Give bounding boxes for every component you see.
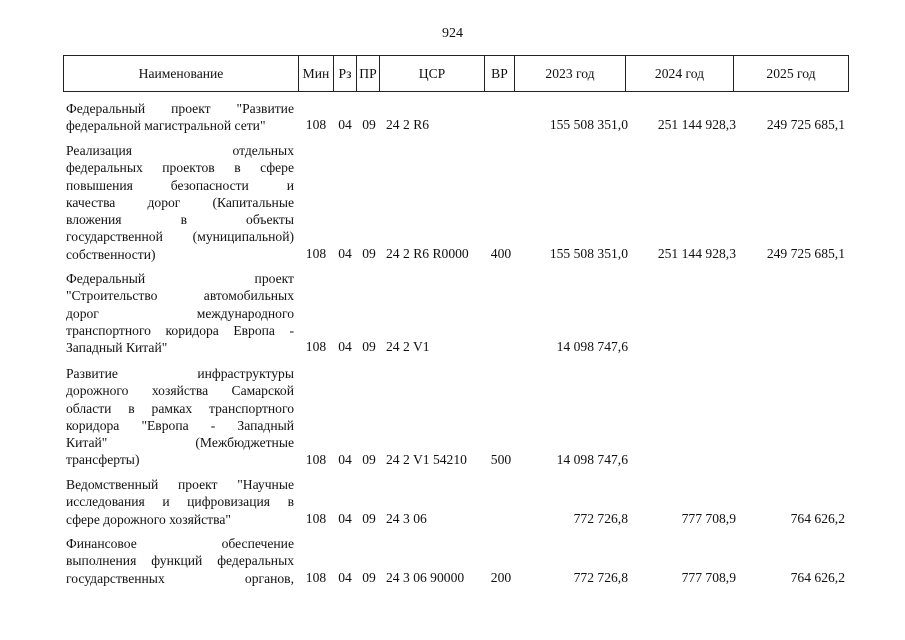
cell-min: 108 (305, 510, 327, 526)
header-pr: ПР (357, 56, 380, 92)
cell-2023: 14 098 747,6 (556, 339, 628, 355)
cell-2023: 155 508 351,0 (549, 117, 628, 133)
name-line: Финансовое обеспечение (66, 536, 294, 551)
name-line: Федеральный проект (66, 271, 294, 286)
name-line: Развитие инфраструктуры (66, 366, 294, 381)
cell-2023: 772 726,8 (573, 510, 628, 526)
name-line: государственных органов, (66, 570, 294, 586)
name-line: федеральных проектов в сфере (66, 160, 294, 176)
page-number: 924 (442, 26, 463, 41)
name-line: Ведомственный проект "Научные (66, 477, 294, 492)
row-name (66, 270, 294, 356)
cell-2024: 251 144 928,3 (657, 245, 736, 261)
cell-csr: 24 3 06 (386, 510, 427, 526)
cell-rz: 04 (338, 117, 352, 133)
header-name: Наименование (64, 56, 299, 92)
cell-rz: 04 (338, 569, 352, 585)
name-line: Западный Китай" (66, 340, 168, 356)
name-line: повышения безопасности и (66, 177, 294, 193)
row-name (66, 142, 294, 263)
cell-2025: 249 725 685,1 (766, 245, 845, 261)
cell-min: 108 (305, 451, 327, 467)
name-line: сфере дорожного хозяйства" (66, 511, 231, 527)
name-line: дорожного хозяйства Самарской (66, 383, 294, 399)
cell-2024: 251 144 928,3 (657, 117, 736, 133)
name-line: Федеральный проект "Развитие (66, 101, 294, 116)
row-name (66, 535, 294, 587)
name-line: федеральной магистральной сети" (66, 118, 266, 134)
cell-2023: 14 098 747,6 (556, 451, 628, 467)
name-line: выполнения функций федеральных (66, 553, 294, 569)
name-line: государственной (муниципальной) (66, 229, 294, 245)
name-line: вложения в объекты (66, 212, 294, 228)
header-csr: ЦСР (380, 56, 485, 92)
cell-csr: 24 2 V1 54210 (386, 451, 467, 467)
cell-2023: 155 508 351,0 (549, 245, 628, 261)
name-line: собственности) (66, 246, 156, 262)
cell-min: 108 (305, 117, 327, 133)
table-header (63, 55, 849, 92)
name-line: транспортного коридора Европа - (66, 322, 294, 338)
cell-vr: 200 (490, 569, 512, 585)
cell-min: 108 (305, 245, 327, 261)
cell-pr: 09 (362, 569, 376, 585)
cell-vr: 400 (490, 245, 512, 261)
header-vr: ВР (485, 56, 515, 92)
cell-pr: 09 (362, 510, 376, 526)
row-name (66, 476, 294, 528)
row-name (66, 365, 294, 469)
cell-2024: 777 708,9 (681, 569, 736, 585)
cell-pr: 09 (362, 451, 376, 467)
cell-csr: 24 3 06 90000 (386, 569, 465, 585)
cell-2025: 764 626,2 (790, 510, 845, 526)
cell-2023: 772 726,8 (573, 569, 628, 585)
cell-rz: 04 (338, 245, 352, 261)
header-min: Мин (299, 56, 334, 92)
name-line: Китай" (Межбюджетные (66, 435, 294, 451)
header-2025: 2025 год (734, 56, 849, 92)
cell-csr: 24 2 R6 (386, 117, 430, 133)
name-line: области в рамках транспортного (66, 400, 294, 416)
cell-min: 108 (305, 339, 327, 355)
cell-csr: 24 2 R6 R0000 (386, 245, 469, 261)
cell-pr: 09 (362, 245, 376, 261)
header-rz: Рз (334, 56, 357, 92)
cell-rz: 04 (338, 451, 352, 467)
cell-2025: 764 626,2 (790, 569, 845, 585)
cell-rz: 04 (338, 510, 352, 526)
cell-rz: 04 (338, 339, 352, 355)
name-line: "Строительство автомобильных (66, 288, 294, 304)
cell-pr: 09 (362, 117, 376, 133)
header-2024: 2024 год (626, 56, 734, 92)
cell-vr: 500 (490, 451, 512, 467)
row-name (66, 100, 294, 135)
cell-min: 108 (305, 569, 327, 585)
name-line: Реализация отдельных (66, 143, 294, 158)
name-line: качества дорог (Капитальные (66, 194, 294, 210)
name-line: трансферты) (66, 452, 140, 468)
cell-csr: 24 2 V1 (386, 339, 430, 355)
cell-2025: 249 725 685,1 (766, 117, 845, 133)
name-line: исследования и цифровизация в (66, 494, 294, 510)
name-line: дорог международного (66, 305, 294, 321)
cell-2024: 777 708,9 (681, 510, 736, 526)
name-line: коридора "Европа - Западный (66, 417, 294, 433)
cell-pr: 09 (362, 339, 376, 355)
header-2023: 2023 год (515, 56, 626, 92)
